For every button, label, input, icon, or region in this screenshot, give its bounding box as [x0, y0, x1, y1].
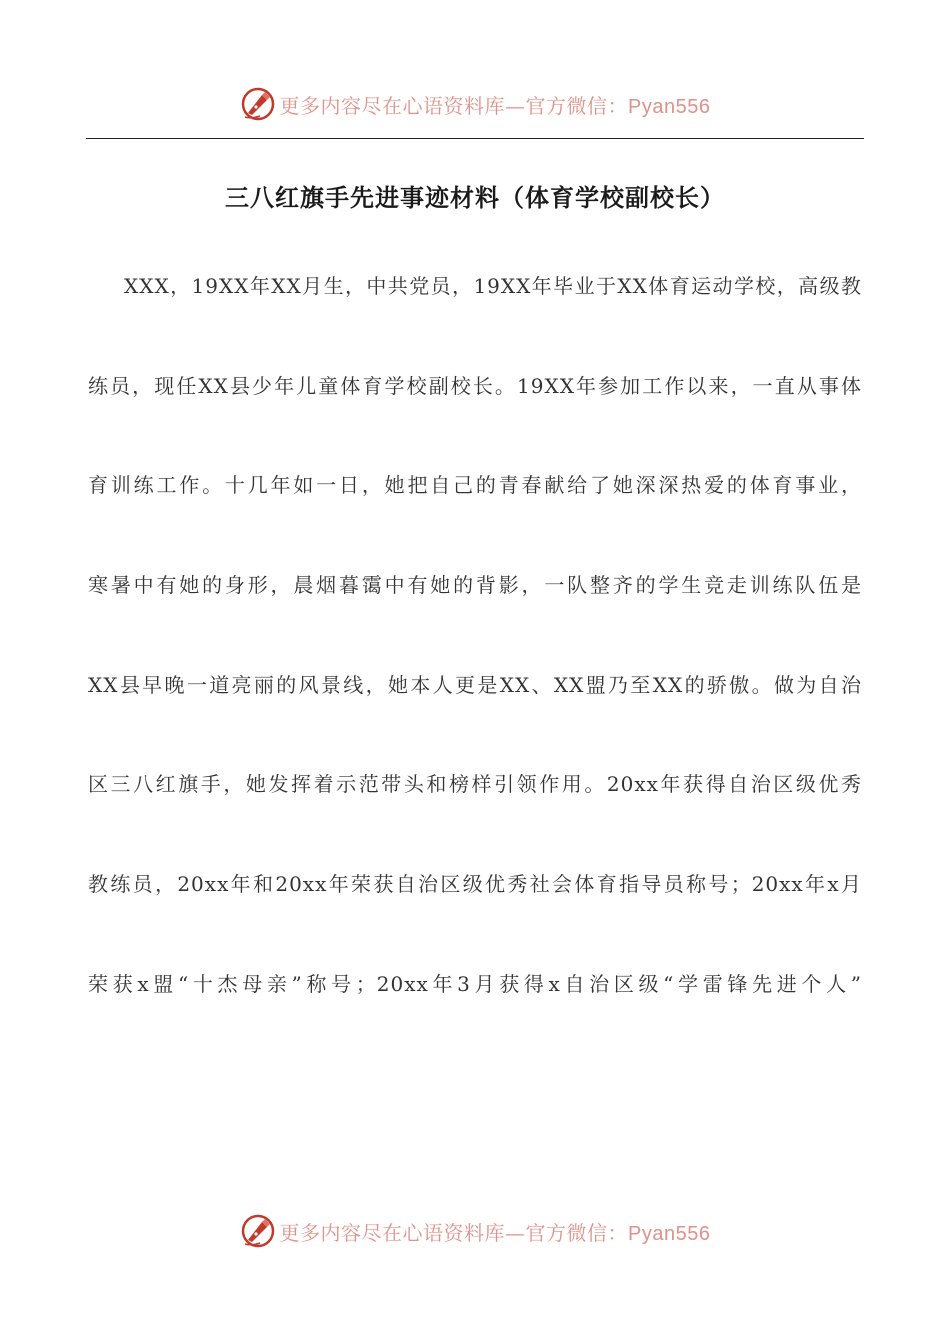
header-banner: [0, 84, 950, 124]
body-line: 育训练工作。十几年如一日，她把自己的青春献给了她深深热爱的体育事业，: [88, 473, 862, 498]
footer-banner-label: 更多内容尽在心语资料库—官方微信：: [279, 1220, 629, 1245]
document-title: 三八红旗手先进事迹材料（体育学校副校长）: [225, 183, 725, 212]
header-banner-text: [280, 90, 711, 119]
body-line: 教练员，20xx年和20xx年荣获自治区级优秀社会体育指导员称号；20xx年x月: [88, 872, 862, 897]
header-banner-label: 更多内容尽在心语资料库—官方微信：: [279, 93, 629, 118]
body-line: 练员，现任XX县少年儿童体育学校副校长。19XX年参加工作以来，一直从事体: [88, 373, 862, 398]
document-body: [88, 237, 862, 1035]
body-line: 寒暑中有她的身形，晨烟暮霭中有她的背影，一队整齐的学生竞走训练队伍是: [88, 573, 862, 598]
footer-banner: [0, 1211, 950, 1251]
footer-banner-text: [280, 1217, 711, 1246]
body-line: XXX，19XX年XX月生，中共党员，19XX年毕业于XX体育运动学校，高级教: [124, 274, 862, 298]
pen-nib-logo-icon: [240, 1213, 276, 1249]
footer-banner-wechat-id: Pyan556: [628, 1222, 711, 1245]
header-banner-wechat-id: Pyan556: [628, 95, 711, 118]
body-line: 区三八红旗手，她发挥着示范带头和榜样引领作用。20xx年获得自治区级优秀: [88, 772, 862, 797]
header-divider: [86, 138, 864, 139]
body-line: XX县早晚一道亮丽的风景线，她本人更是XX、XX盟乃至XX的骄傲。做为自治: [88, 672, 862, 697]
body-line: 荣获x盟“十杰母亲”称号；20xx年3月获得x自治区级“学雷锋先进个人”: [88, 971, 862, 996]
pen-nib-logo-icon: [240, 86, 276, 122]
